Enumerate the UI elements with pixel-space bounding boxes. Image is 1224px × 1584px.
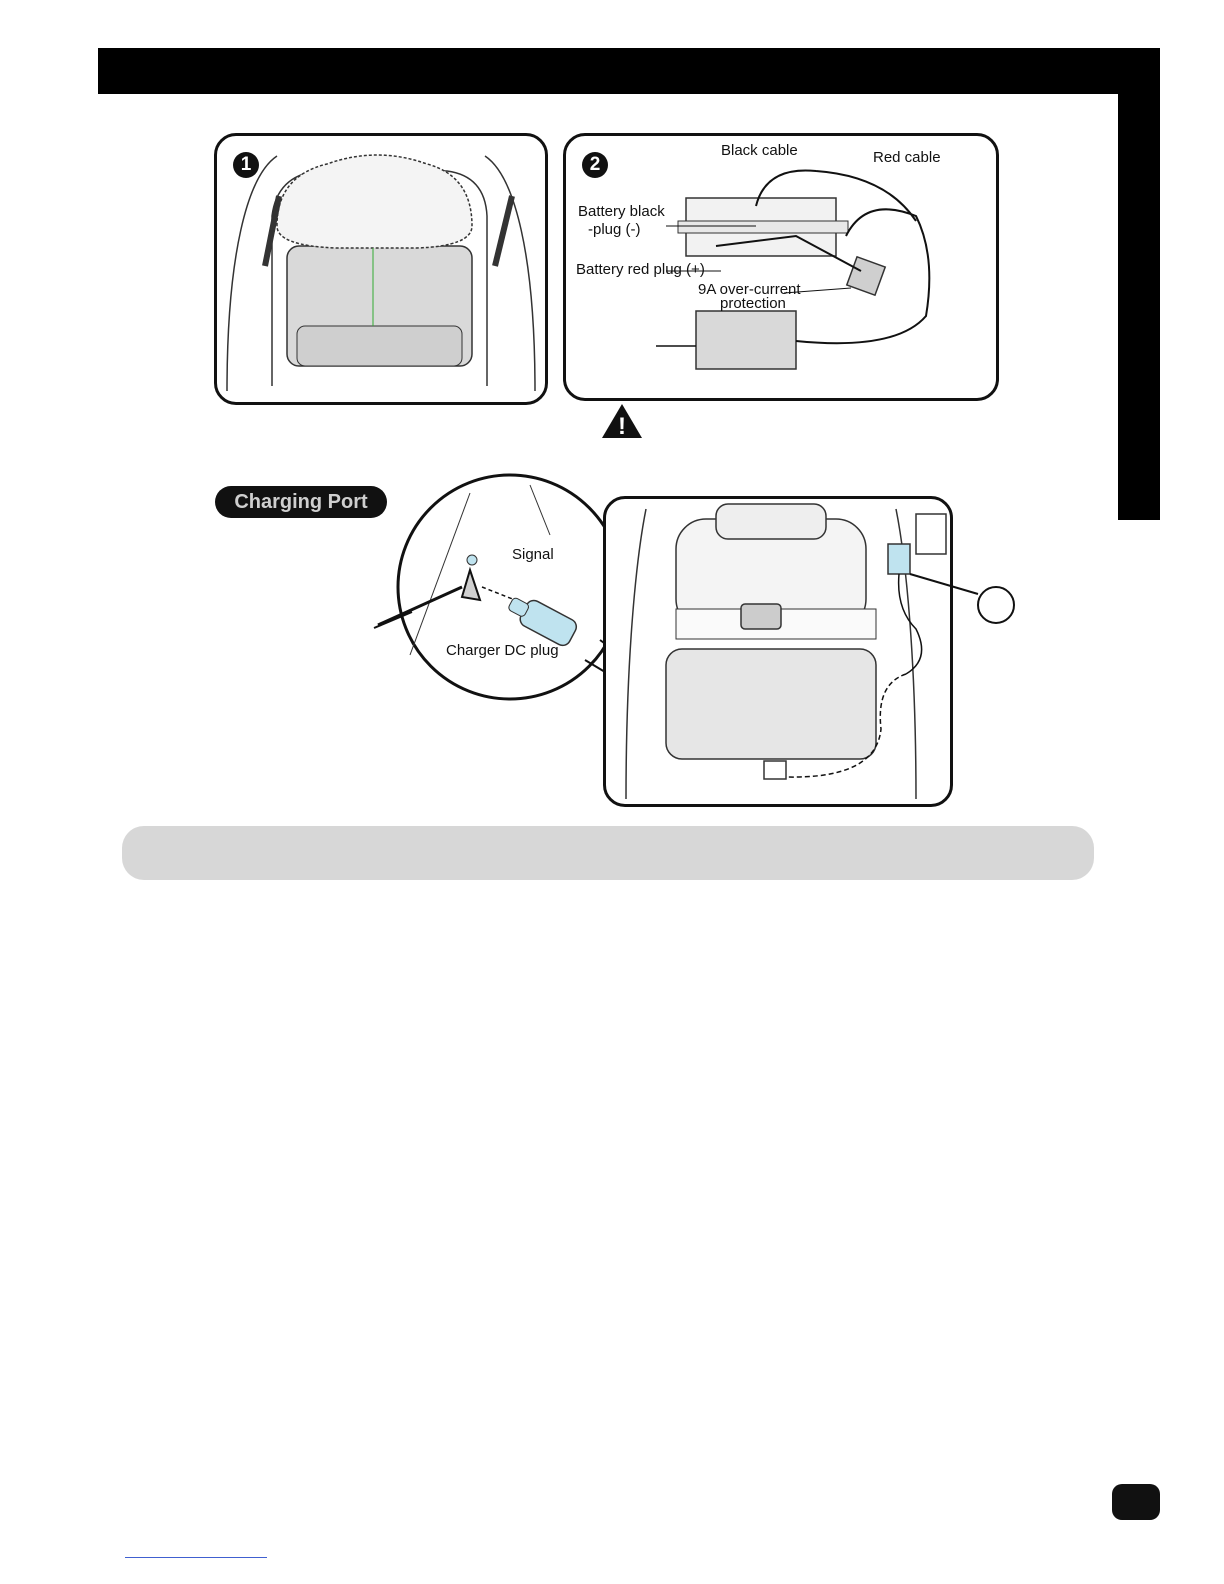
step1-panel: [214, 133, 548, 405]
footer-link-underline[interactable]: [125, 1557, 267, 1558]
battery-black-plug-label-1: Battery black: [578, 203, 665, 220]
page-number-tab: [1112, 1484, 1160, 1520]
warning-triangle-icon: [600, 402, 644, 440]
over-current-label-2: protection: [720, 295, 786, 312]
step1-badge: 1: [233, 152, 259, 178]
step2-badge: 2: [582, 152, 608, 178]
seat-removal-illustration: [217, 136, 545, 402]
charging-port-zoom: [370, 475, 640, 705]
charging-port-label: Charging Port: [215, 486, 387, 518]
step2-panel: [563, 133, 999, 401]
car-charging-illustration: [606, 499, 950, 804]
signal-label: Signal: [512, 546, 554, 563]
left-leader-line: [374, 612, 414, 632]
charging-panel: [603, 496, 953, 807]
charger-callout: [910, 568, 1000, 618]
battery-black-plug-label-2: -plug (-): [588, 221, 641, 238]
charger-dc-plug-label: Charger DC plug: [446, 642, 559, 659]
section-band: [122, 826, 1094, 880]
red-cable-label: Red cable: [873, 149, 941, 166]
black-cable-label: Black cable: [721, 142, 798, 159]
battery-red-plug-label: Battery red plug (+): [576, 261, 705, 278]
header-bar: [98, 48, 1160, 94]
warning-symbol: !: [618, 413, 626, 440]
over-current-label-1: 9A over-current: [698, 281, 801, 298]
side-tab: [1118, 94, 1160, 520]
